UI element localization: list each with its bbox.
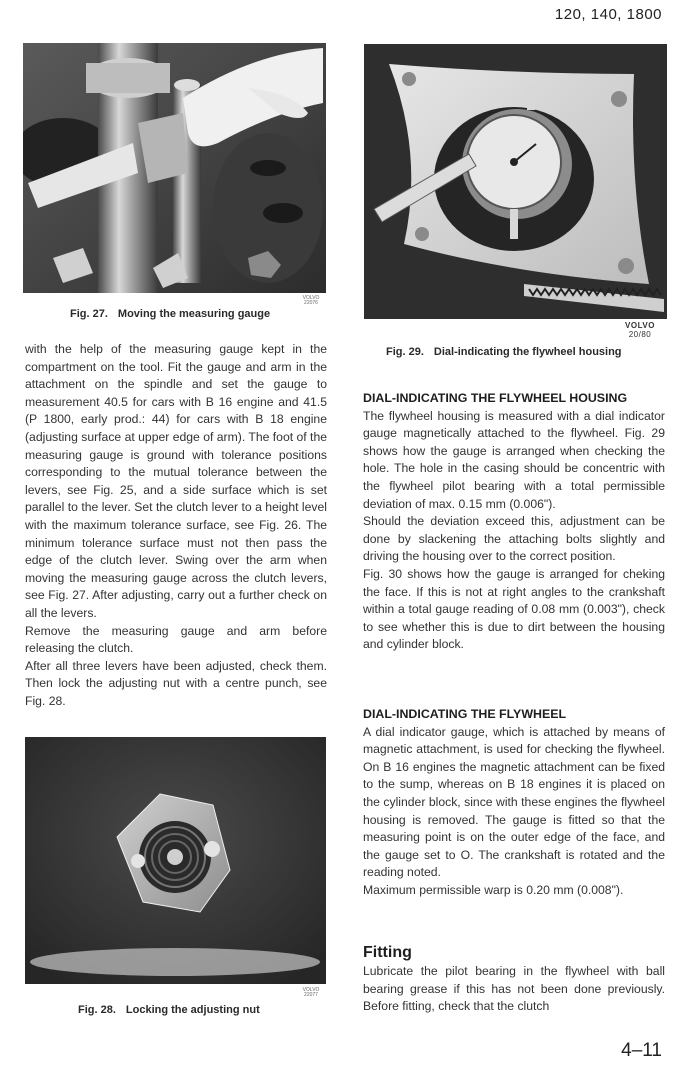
body-paragraph: After all three levers have been adjusted, check them. Then lock the adjusting nut with a centre punch, see Fig. 28. (25, 658, 327, 708)
figure-code-brand: VOLVO (625, 321, 655, 330)
body-paragraph: The flywheel housing is measured with a dial indicator gauge magnetically attached to the flywheel. Fig. 29 shows how the gauge is arranged when checking the hole. The hole in the casing should be concentric with the flywheel pilot bearing with a total permissible deviation of max. 0.15 mm (0.006"). (363, 408, 665, 511)
body-paragraph: Fig. 30 shows how the gauge is arranged for cheking the face. If this is not at right angles to the crankshaft within a total gauge reading of 0.08 mm (0.003"), check to see whether this is due to dirt between the housing and cylinder block. (363, 566, 665, 652)
section-flywheel (363, 706, 665, 900)
figure-code-number: 22076 (304, 300, 318, 306)
body-paragraph: Remove the measuring gauge and arm before releasing the clutch. (25, 623, 327, 656)
section-flywheel-housing (363, 390, 665, 654)
figure-27-code (296, 296, 326, 306)
figure-29-code (615, 321, 665, 339)
left-column-text (25, 341, 327, 710)
section-heading: DIAL-INDICATING THE FLYWHEEL HOUSING (363, 391, 628, 405)
figure-28-caption (78, 1004, 260, 1016)
figure-28-photo (25, 737, 326, 984)
figure-number: Fig. 29. (386, 346, 424, 358)
figure-27-caption (70, 308, 270, 320)
figure-code-number: 20/80 (628, 330, 652, 339)
body-paragraph: with the help of the measuring gauge kept in the compartment on the tool. Fit the gauge and arm in the attachment on the spindle and set the gauge to measurement 40.5 for cars with B 16 engine and 41.5 (P 1800, early prod.: 44) for cars with B 18 engine (adjusting surface at upper edge of arm). The foot of the measuring gauge is ground with tolerance positions corresponding to the mutual tolerance between the levers, see Fig. 25, and a side surface which is set parallel to the lever. Set the clutch lever to a height level with the maximum tolerance surface, see Fig. 26. The minimum tolerance surface must not then pass the edge of the clutch lever. Swing over the arm when moving the measuring gauge across the clutch levers, see Fig. 27. After adjusting, carry out a further check on all the levers. (25, 342, 327, 620)
figure-caption-text: Dial-indicating the flywheel housing (433, 346, 622, 358)
figure-29-photo (364, 44, 667, 319)
figure-caption-text: Locking the adjusting nut (125, 1004, 260, 1016)
section-heading: DIAL-INDICATING THE FLYWHEEL (363, 707, 567, 721)
adjusting-nut-illustration (25, 737, 326, 984)
body-paragraph: A dial indicator gauge, which is attached by means of magnetic attachment, is used for checking the flywheel. On B 16 engines the magnetic attachment can be fixed to the sump, whereas on B 18 engines it is placed on the cylinder block, since with these engines the flywheel housing is removed. The gauge is fitted so that the measuring point is on the outer edge of the face, and the gauge set to O. The crankshaft is rotated and the reading noted. (363, 724, 665, 880)
body-paragraph: Should the deviation exceed this, adjustment can be done by slackening the attaching bolts slightly and driving the housing over to the correct position. (363, 514, 665, 564)
figure-28-code (296, 988, 326, 998)
figure-number: Fig. 28. (78, 1004, 116, 1016)
figure-code-brand: VOLVO (302, 295, 320, 301)
body-paragraph: Lubricate the pilot bearing in the flywheel with ball bearing grease if this has not been done previously. Before fitting, check that the clutch (363, 964, 665, 1014)
figure-code-number: 22077 (304, 992, 318, 998)
figure-code-brand: VOLVO (302, 987, 320, 993)
measuring-gauge-illustration (23, 43, 326, 293)
figure-27-photo (23, 43, 326, 293)
figure-caption-text: Moving the measuring gauge (117, 308, 271, 320)
section-heading: Fitting (363, 944, 412, 961)
figure-number: Fig. 27. (70, 308, 108, 320)
page-header-models: 120, 140, 1800 (554, 6, 662, 23)
dial-indicator-illustration (364, 44, 667, 319)
section-fitting (363, 943, 665, 1016)
body-paragraph: Maximum permissible warp is 0.20 mm (0.008"). (363, 882, 624, 897)
figure-29-caption (386, 346, 622, 358)
page-number: 4–11 (621, 1040, 662, 1061)
